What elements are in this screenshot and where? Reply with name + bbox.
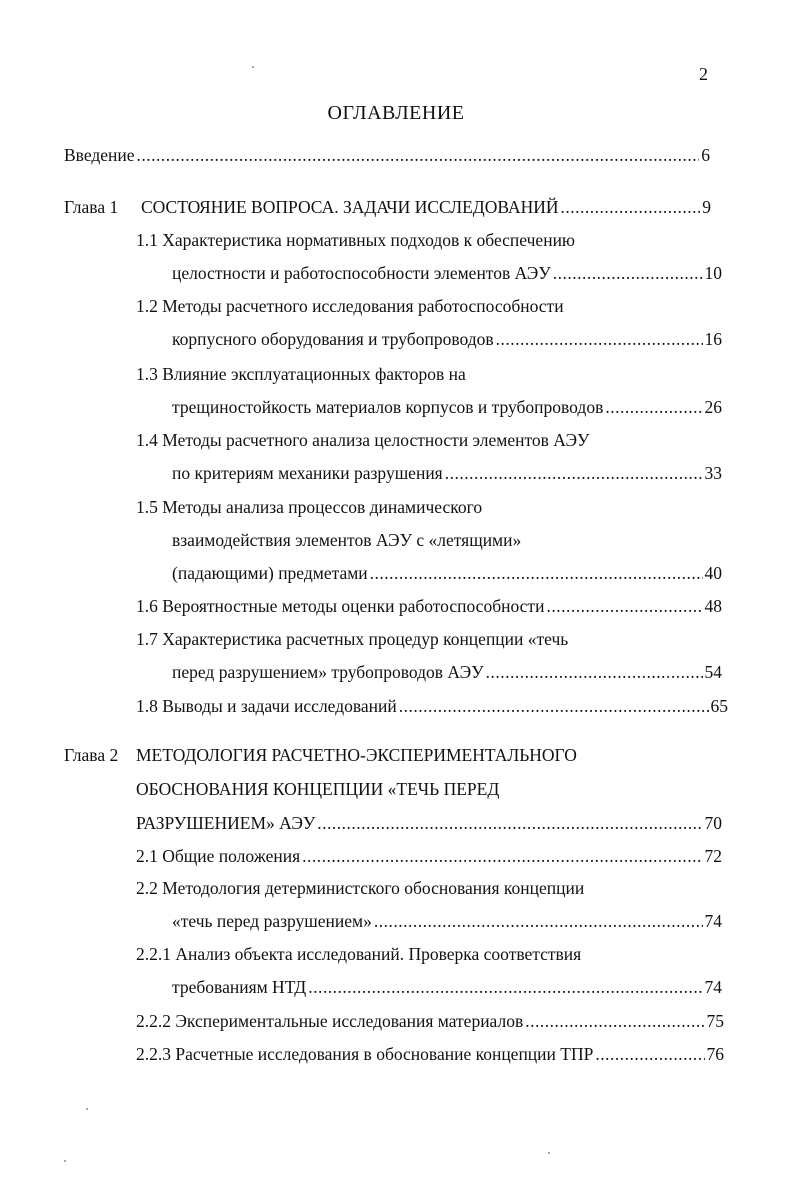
toc-entry-1-3-line1[interactable]: 1.3 Влияние эксплуатационных факторов на: [136, 364, 466, 384]
toc-entry-label: 2.2.3 Расчетные исследования в обоснование концепции ТПР: [136, 1044, 594, 1064]
toc-page-number: 6: [701, 145, 710, 165]
toc-entry-label: 2.1 Общие положения: [136, 846, 301, 866]
toc-page-number: 76: [706, 1044, 724, 1064]
toc-entry-1-6[interactable]: [136, 595, 722, 617]
toc-entry-1-1[interactable]: [172, 262, 722, 284]
toc-entry-label: перед разрушением» трубопроводов АЭУ: [172, 662, 484, 682]
page-title: ОГЛАВЛЕНИЕ: [327, 102, 465, 124]
leader-dots: [553, 262, 703, 284]
toc-entry-2-1[interactable]: [136, 845, 722, 867]
toc-entry-2-2-1-line1[interactable]: 2.2.1 Анализ объекта исследований. Проверка соответствия: [136, 944, 582, 964]
chapter-2-title-line2[interactable]: ОБОСНОВАНИЯ КОНЦЕПЦИИ «ТЕЧЬ ПЕРЕД: [136, 779, 500, 799]
toc-entry-2-2[interactable]: [172, 910, 722, 932]
leader-dots: [546, 595, 702, 617]
toc-entry-label: 2.2.2 Экспериментальные исследования материалов: [136, 1011, 524, 1031]
toc-entry-1-2-line1[interactable]: 1.2 Методы расчетного исследования работоспособности: [136, 296, 564, 316]
toc-entry-label: трещиностойкость материалов корпусов и трубопроводов: [172, 397, 604, 417]
toc-page-number: 72: [704, 846, 722, 866]
leader-dots: [399, 695, 709, 717]
toc-page-number: 74: [704, 977, 722, 997]
toc-entry-1-5-line2[interactable]: взаимодействия элементов АЭУ с «летящими»: [172, 530, 522, 550]
toc-page-number: 54: [704, 662, 722, 682]
toc-entry-1-4[interactable]: [172, 462, 722, 484]
toc-entry-label: РАЗРУШЕНИЕМ» АЭУ: [136, 813, 316, 833]
toc-page-number: 26: [704, 397, 722, 417]
leader-dots: [605, 396, 702, 418]
toc-entry-label: (падающими) предметами: [172, 563, 368, 583]
toc-entry-label: корпусного оборудования и трубопроводов: [172, 329, 494, 349]
toc-page-number: 74: [704, 911, 722, 931]
leader-dots: [302, 845, 702, 867]
leader-dots: [317, 812, 702, 834]
toc-entry-intro[interactable]: [64, 144, 710, 166]
scan-speck: [86, 1108, 88, 1110]
leader-dots: [445, 462, 703, 484]
leader-dots: [486, 661, 703, 683]
toc-entry-1-2[interactable]: [172, 328, 722, 350]
scan-speck: [64, 1160, 66, 1162]
toc-page-number: 65: [710, 696, 728, 716]
toc-entry-1-1-line1[interactable]: 1.1 Характеристика нормативных подходов к обеспечению: [136, 230, 576, 250]
leader-dots: [374, 910, 703, 932]
chapter-1-prefix: Глава 1: [64, 197, 119, 217]
chapter-2-prefix: Глава 2: [64, 745, 119, 765]
toc-entry-chapter-2[interactable]: [136, 812, 722, 834]
toc-page-number: 9: [702, 197, 711, 217]
page-number: 2: [699, 64, 708, 84]
toc-entry-1-4-line1[interactable]: 1.4 Методы расчетного анализа целостности элементов АЭУ: [136, 430, 590, 450]
toc-entry-label: 1.6 Вероятностные методы оценки работоспособности: [136, 596, 545, 616]
toc-entry-2-2-line1[interactable]: 2.2 Методология детерминистского обоснования концепции: [136, 878, 585, 898]
leader-dots: [525, 1010, 704, 1032]
toc-entry-label: СОСТОЯНИЕ ВОПРОСА. ЗАДАЧИ ИССЛЕДОВАНИЙ: [141, 197, 559, 217]
toc-entry-label: целостности и работоспособности элементов АЭУ: [172, 263, 551, 283]
toc-page-number: 10: [704, 263, 722, 283]
chapter-2-title-line1[interactable]: МЕТОДОЛОГИЯ РАСЧЕТНО-ЭКСПЕРИМЕНТАЛЬНОГО: [136, 745, 577, 765]
toc-entry-2-2-2[interactable]: [136, 1010, 724, 1032]
leader-dots: [137, 144, 700, 166]
toc-entry-2-2-3[interactable]: [136, 1043, 724, 1065]
toc-entry-label: «течь перед разрушением»: [172, 911, 372, 931]
leader-dots: [496, 328, 703, 350]
toc-page-number: 48: [704, 596, 722, 616]
toc-page-number: 33: [704, 463, 722, 483]
scan-speck: [252, 66, 254, 68]
toc-entry-label: 1.8 Выводы и задачи исследований: [136, 696, 397, 716]
toc-page-number: 70: [704, 813, 722, 833]
toc-entry-1-7[interactable]: [172, 661, 722, 683]
leader-dots: [595, 1043, 704, 1065]
scan-speck: [548, 1152, 550, 1154]
toc-entry-2-2-1[interactable]: [172, 976, 722, 998]
toc-entry-1-5-line1[interactable]: 1.5 Методы анализа процессов динамического: [136, 497, 483, 517]
leader-dots: [561, 196, 701, 218]
toc-entry-1-7-line1[interactable]: 1.7 Характеристика расчетных процедур концепции «течь: [136, 629, 569, 649]
toc-entry-1-3[interactable]: [172, 396, 722, 418]
toc-page-number: 16: [704, 329, 722, 349]
toc-entry-chapter-1[interactable]: [141, 196, 711, 218]
leader-dots: [308, 976, 702, 998]
leader-dots: [370, 562, 703, 584]
toc-entry-1-8[interactable]: [136, 695, 728, 717]
toc-entry-1-5[interactable]: [172, 562, 722, 584]
toc-page-number: 75: [706, 1011, 724, 1031]
toc-page-number: 40: [704, 563, 722, 583]
toc-entry-label: Введение: [64, 145, 135, 165]
toc-entry-label: требованиям НТД: [172, 977, 307, 997]
toc-entry-label: по критериям механики разрушения: [172, 463, 443, 483]
